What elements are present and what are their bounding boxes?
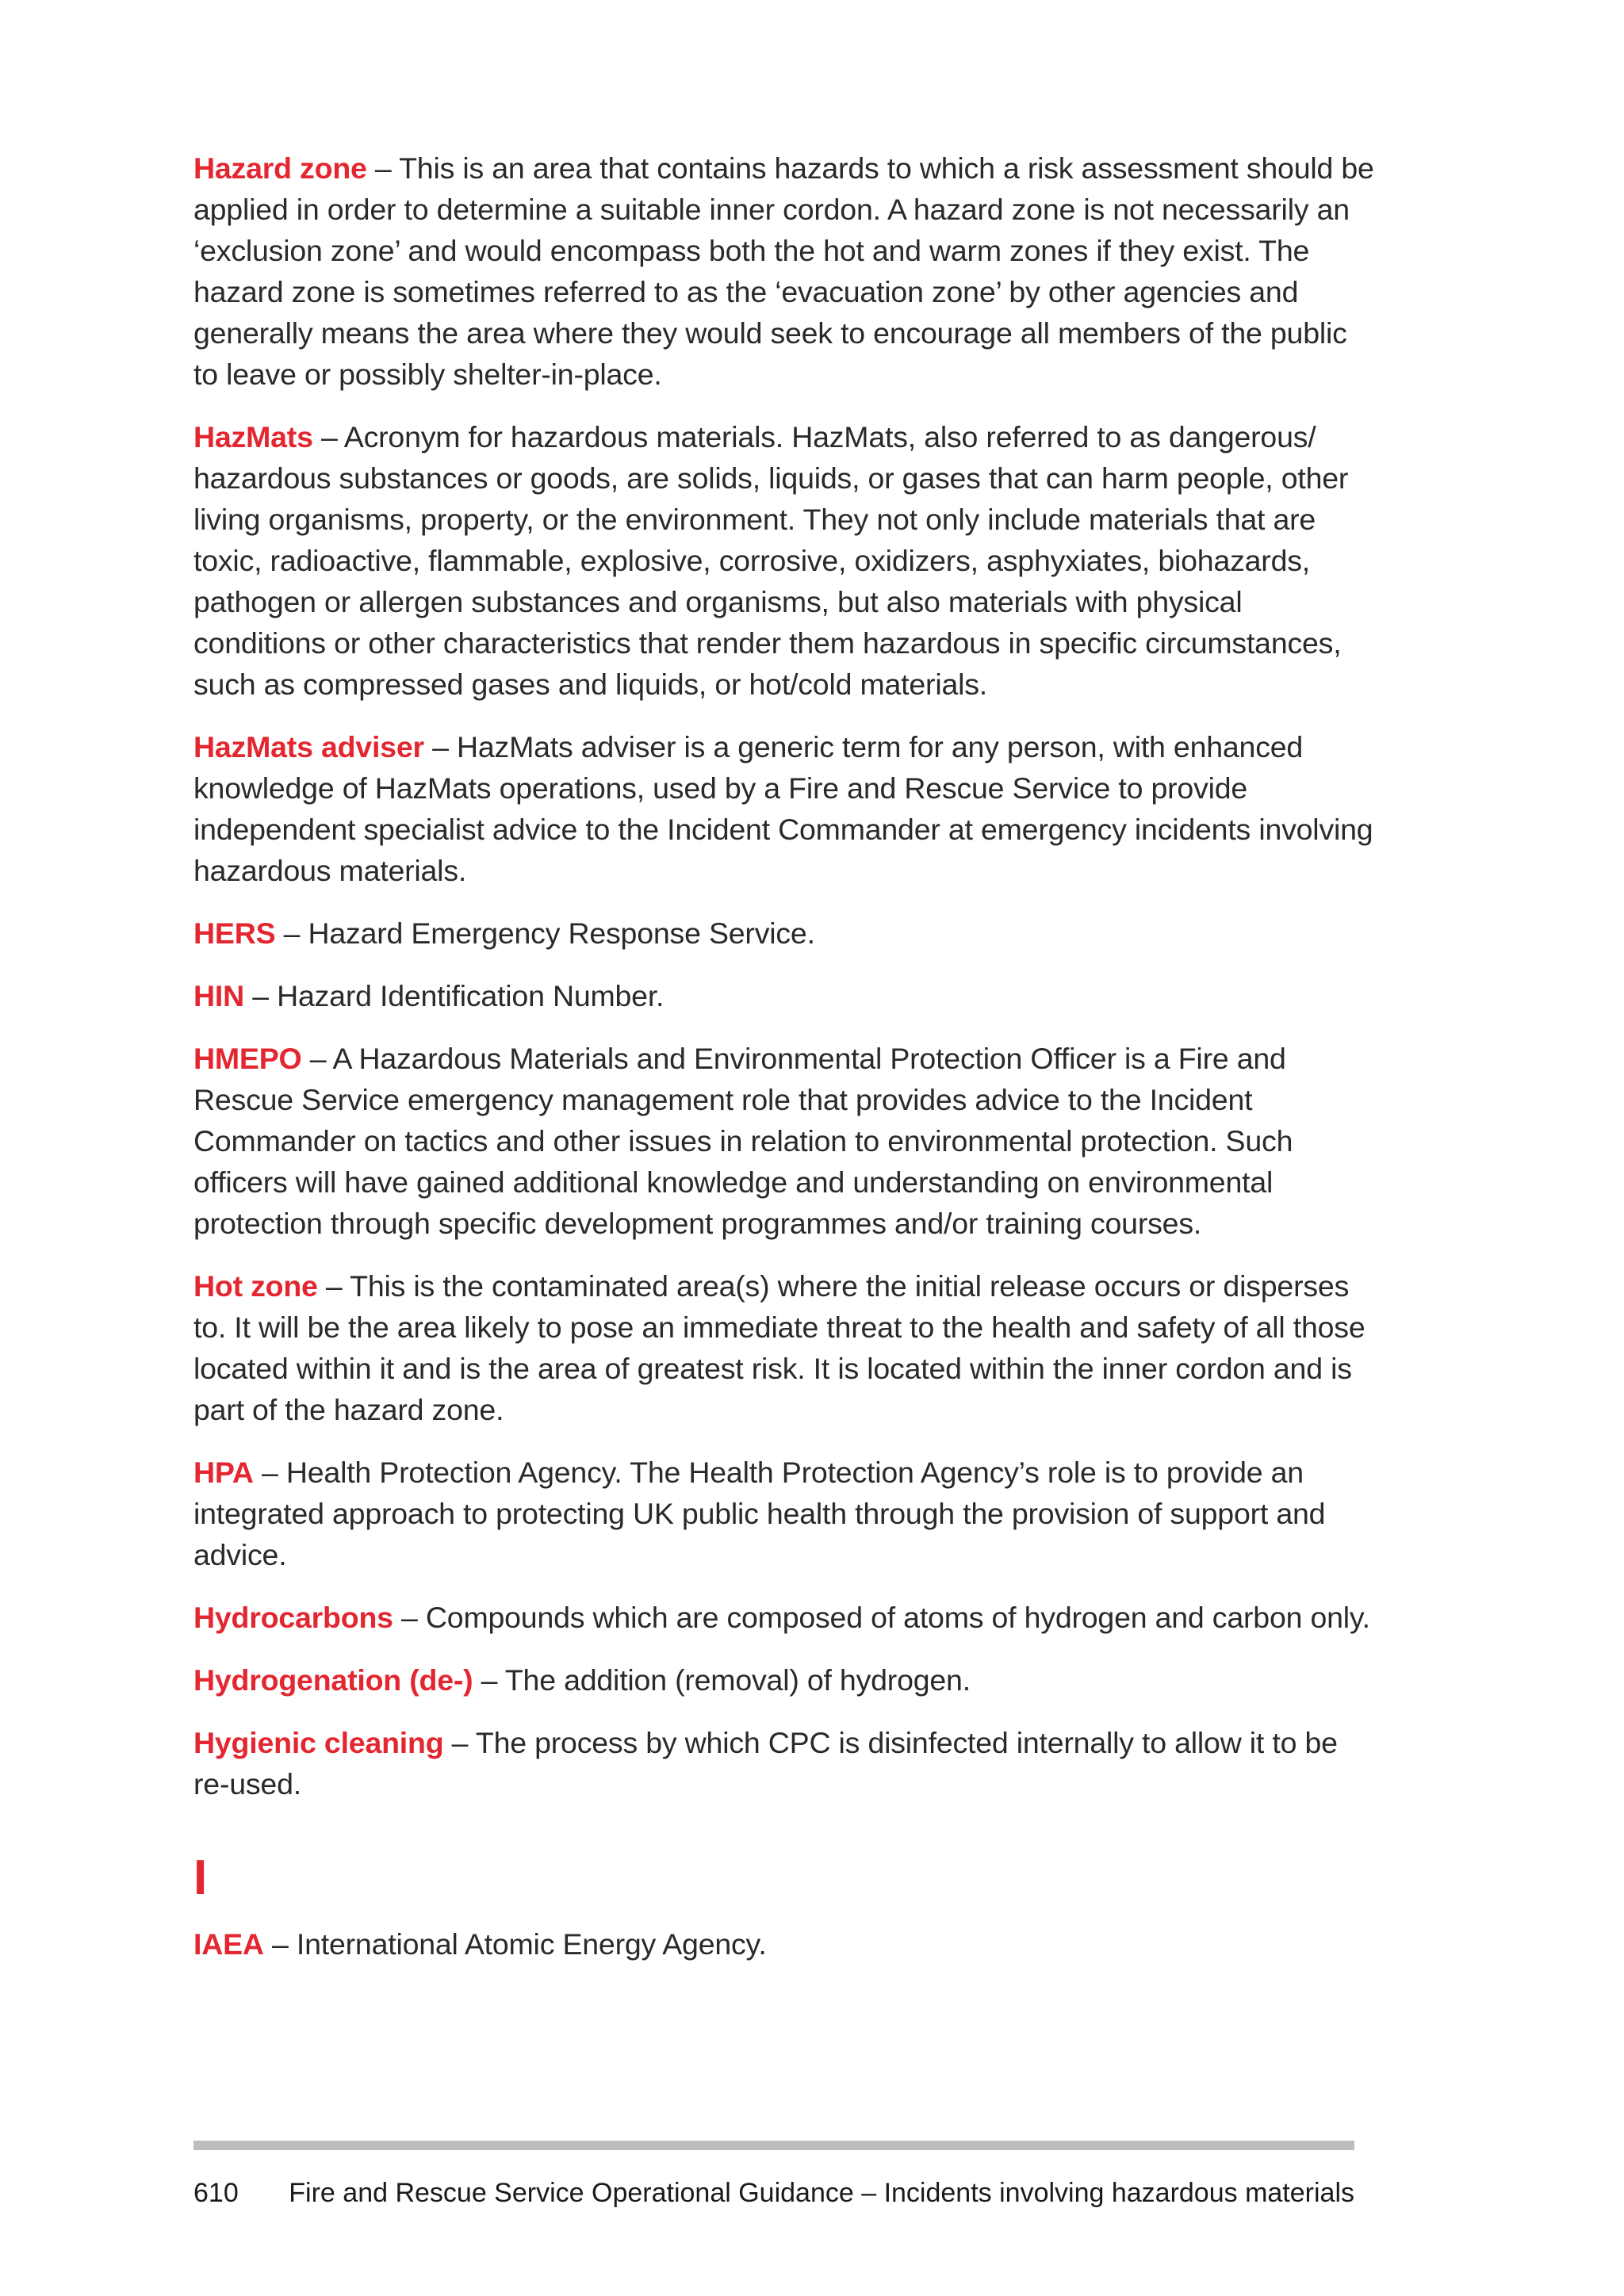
glossary-term: Hot zone xyxy=(193,1269,318,1303)
glossary-definition: – The process by which CPC is disinfected internally to allow it to be re-used. xyxy=(193,1726,1338,1800)
document-title: Fire and Rescue Service Operational Guidance – Incidents involving hazardous materials xyxy=(289,2178,1354,2208)
glossary-entry-hot-zone xyxy=(193,1265,1375,1430)
glossary-entry-hers xyxy=(193,913,1375,954)
glossary-entry-hpa xyxy=(193,1452,1375,1575)
glossary-term: HazMats xyxy=(193,420,313,453)
glossary-entry-hygienic-cleaning xyxy=(193,1722,1375,1804)
glossary-definition: – Health Protection Agency. The Health Protection Agency’s role is to provide an integrated approach to protecting UK public health through the provision of support and advice. xyxy=(193,1456,1326,1571)
glossary-entry-hydrogenation xyxy=(193,1659,1375,1701)
glossary-term: Hygienic cleaning xyxy=(193,1726,444,1759)
glossary-content xyxy=(193,147,1375,1986)
glossary-definition: – Acronym for hazardous materials. HazMats, also referred to as dangerous/ hazardous substances or goods, are solids, liquids, or gases that can harm people, other living organisms, property, or the environment. They not only include materials that are toxic, radioactive, flammable, explosive, corrosive, oxidizers, asphyxiates, biohazards, pathogen or allergen substances and organisms, but also materials with physical conditions or other characteristics that render them hazardous in specific circumstances, such as compressed gases and liquids, or hot/cold materials. xyxy=(193,420,1349,701)
glossary-term: HPA xyxy=(193,1456,254,1489)
glossary-term: Hydrocarbons xyxy=(193,1601,393,1634)
glossary-entry-hazmats xyxy=(193,416,1375,705)
glossary-entry-hin xyxy=(193,975,1375,1016)
glossary-definition: – A Hazardous Materials and Environmental Protection Officer is a Fire and Rescue Service emergency management role that provides advice to the Incident Commander on tactics and other issues in relation to environmental protection. Such officers will have gained additional knowledge and understanding on environmental protection through specific development programmes and/or training courses. xyxy=(193,1042,1293,1240)
glossary-term: HERS xyxy=(193,916,276,950)
glossary-entry-hazmats-adviser xyxy=(193,726,1375,891)
footer-divider xyxy=(193,2141,1354,2150)
glossary-definition: – Hazard Emergency Response Service. xyxy=(275,916,815,950)
glossary-definition: – Compounds which are composed of atoms of hydrogen and carbon only. xyxy=(393,1601,1370,1634)
glossary-definition: – This is an area that contains hazards to which a risk assessment should be applied in order to determine a suitable inner cordon. A hazard zone is not necessarily an ‘exclusion zone’ and would encompass both the hot and warm zones if they exist. The hazard zone is sometimes referred to as the ‘evacuation zone’ by other agencies and generally means the area where they would seek to encourage all members of the public to leave or possibly shelter-in-place. xyxy=(193,151,1374,391)
glossary-definition: – Hazard Identification Number. xyxy=(243,979,665,1012)
glossary-entry-hydrocarbons xyxy=(193,1597,1375,1638)
glossary-entry-iaea xyxy=(193,1923,1375,1965)
page-number: 610 xyxy=(193,2178,239,2208)
glossary-term: HazMats adviser xyxy=(193,730,424,763)
glossary-term: Hydrogenation (de-) xyxy=(193,1663,473,1697)
glossary-term: HIN xyxy=(193,979,244,1012)
glossary-term: IAEA xyxy=(193,1927,264,1961)
page-footer xyxy=(193,2175,1354,2210)
glossary-term: HMEPO xyxy=(193,1042,302,1075)
glossary-definition: – HazMats adviser is a generic term for any person, with enhanced knowledge of HazMats operations, used by a Fire and Rescue Service to provide independent specialist advice to the Incident Commander at emergency incidents involving hazardous materials. xyxy=(193,730,1373,887)
glossary-term: Hazard zone xyxy=(193,151,367,185)
glossary-entry-hmepo xyxy=(193,1038,1375,1244)
glossary-definition: – The addition (removal) of hydrogen. xyxy=(473,1663,971,1697)
glossary-definition: – International Atomic Energy Agency. xyxy=(263,1927,767,1961)
section-heading-letter: I xyxy=(193,1850,208,1905)
glossary-definition: – This is the contaminated area(s) where the initial release occurs or disperses to. It will be the area likely to pose an immediate threat to the health and safety of all those located within it and is the area of greatest risk. It is located within the inner cordon and is part of the hazard zone. xyxy=(193,1269,1365,1426)
glossary-entry-hazard-zone xyxy=(193,147,1375,395)
